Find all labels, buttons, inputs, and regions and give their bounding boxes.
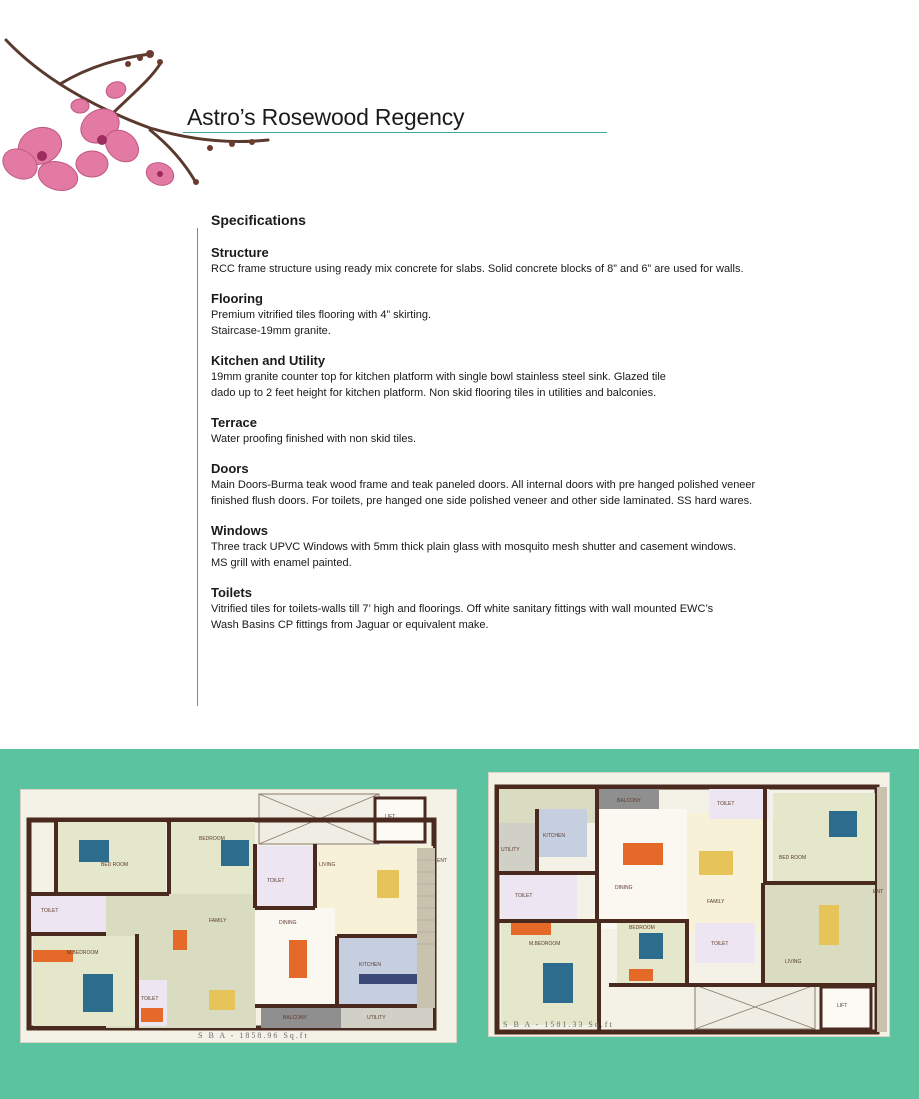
room-label-toilet: TOILET [515, 893, 533, 899]
spec-text: Premium vitrified tiles flooring with 4” skirting. Staircase-19mm granite. [211, 309, 432, 337]
title-underline [183, 132, 607, 133]
room-label-balcony: BALCONY [283, 1015, 307, 1021]
floor-plan-2 [488, 772, 890, 1037]
room-label-entrance: ENT [873, 889, 883, 895]
room-label-bedroom: BED ROOM [779, 855, 807, 861]
spec-heading: Structure [211, 245, 269, 260]
floor-plan-2-drawing [489, 773, 889, 1036]
vertical-divider [197, 228, 198, 706]
spec-structure [211, 245, 901, 277]
room-label-kitchen: KITCHEN [359, 962, 381, 968]
room-label-bedroom: BEDROOM [629, 925, 655, 931]
room-label-utility: UTILITY [367, 1015, 386, 1021]
specifications-list [211, 212, 901, 647]
room-label-lift: LIFT [837, 1003, 848, 1009]
spec-heading: Toilets [211, 585, 252, 600]
spec-toilets [211, 585, 901, 633]
spec-heading: Doors [211, 461, 249, 476]
room-label-toilet: TOILET [717, 801, 735, 807]
room-label-dining: DINING [615, 885, 633, 891]
room-label-kitchen: KITCHEN [543, 833, 565, 839]
room-label-utility: UTILITY [501, 847, 520, 853]
spec-heading: Kitchen and Utility [211, 353, 326, 368]
room-label-living: LIVING [785, 959, 802, 965]
spec-doors [211, 461, 901, 509]
spec-heading: Terrace [211, 415, 258, 430]
room-label-master-bedroom: M.BEDROOM [529, 941, 561, 947]
spec-heading: Flooring [211, 291, 263, 306]
room-label-toilet: TOILET [41, 908, 59, 914]
spec-windows [211, 523, 901, 571]
page-title: Astro’s Rosewood Regency [187, 104, 465, 130]
room-label-entrance: ENT [437, 858, 447, 864]
room-label-bedroom: BED ROOM [101, 862, 129, 868]
room-label-toilet: TOILET [267, 878, 285, 884]
room-label-balcony: BALCONY [617, 798, 641, 804]
room-label-master-bedroom: M.BEDROOM [67, 950, 99, 956]
spec-text: 19mm granite counter top for kitchen platform with single bowl stainless steel sink. Glazed tile dado up to 2 feet height for kitchen platform. Non skid flooring tiles in utilities and balconies. [211, 371, 666, 399]
room-label-toilet: TOILET [711, 941, 729, 947]
floor-plans-panel [0, 749, 919, 1099]
floor-plan-1 [20, 789, 457, 1043]
room-label-bedroom: BEDROOM [199, 836, 225, 842]
sba-area-label: S B A - 1581.33 Sq.ft [503, 1020, 614, 1029]
spec-text: Main Doors-Burma teak wood frame and teak paneled doors. All internal doors with pre hanged polished veneer finished flush doors. For toilets, pre hanged one side polished veneer and other side laminated. SS hard wares. [211, 479, 756, 507]
sba-area-label: S B A - 1858.96 Sq.ft [198, 1031, 309, 1040]
spec-text: Water proofing finished with non skid tiles. [211, 433, 417, 445]
floor-plan-1-drawing [21, 790, 456, 1042]
spec-text: RCC frame structure using ready mix concrete for slabs. Solid concrete blocks of 8” and 6” are used for walls. [211, 263, 744, 275]
room-label-family: FAMILY [707, 899, 725, 905]
spec-heading: Windows [211, 523, 268, 538]
spec-flooring [211, 291, 901, 339]
room-label-family: FAMILY [209, 918, 227, 924]
spec-terrace [211, 415, 901, 447]
spec-text: Three track UPVC Windows with 5mm thick plain glass with mosquito mesh shutter and casement windows. MS grill with enamel painted. [211, 541, 737, 569]
spec-text: Vitrified tiles for toilets-walls till 7’ high and floorings. Off white sanitary fittings with wall mounted EWC’s Wash Basins CP fittings from Jaguar or equivalent make. [211, 603, 714, 631]
room-label-living: LIVING [319, 862, 336, 868]
room-label-lift: LIFT [385, 814, 396, 820]
room-label-toilet: TOILET [141, 996, 159, 1002]
specifications-heading: Specifications [211, 212, 306, 228]
spec-kitchen-utility [211, 353, 901, 401]
room-label-dining: DINING [279, 920, 297, 926]
